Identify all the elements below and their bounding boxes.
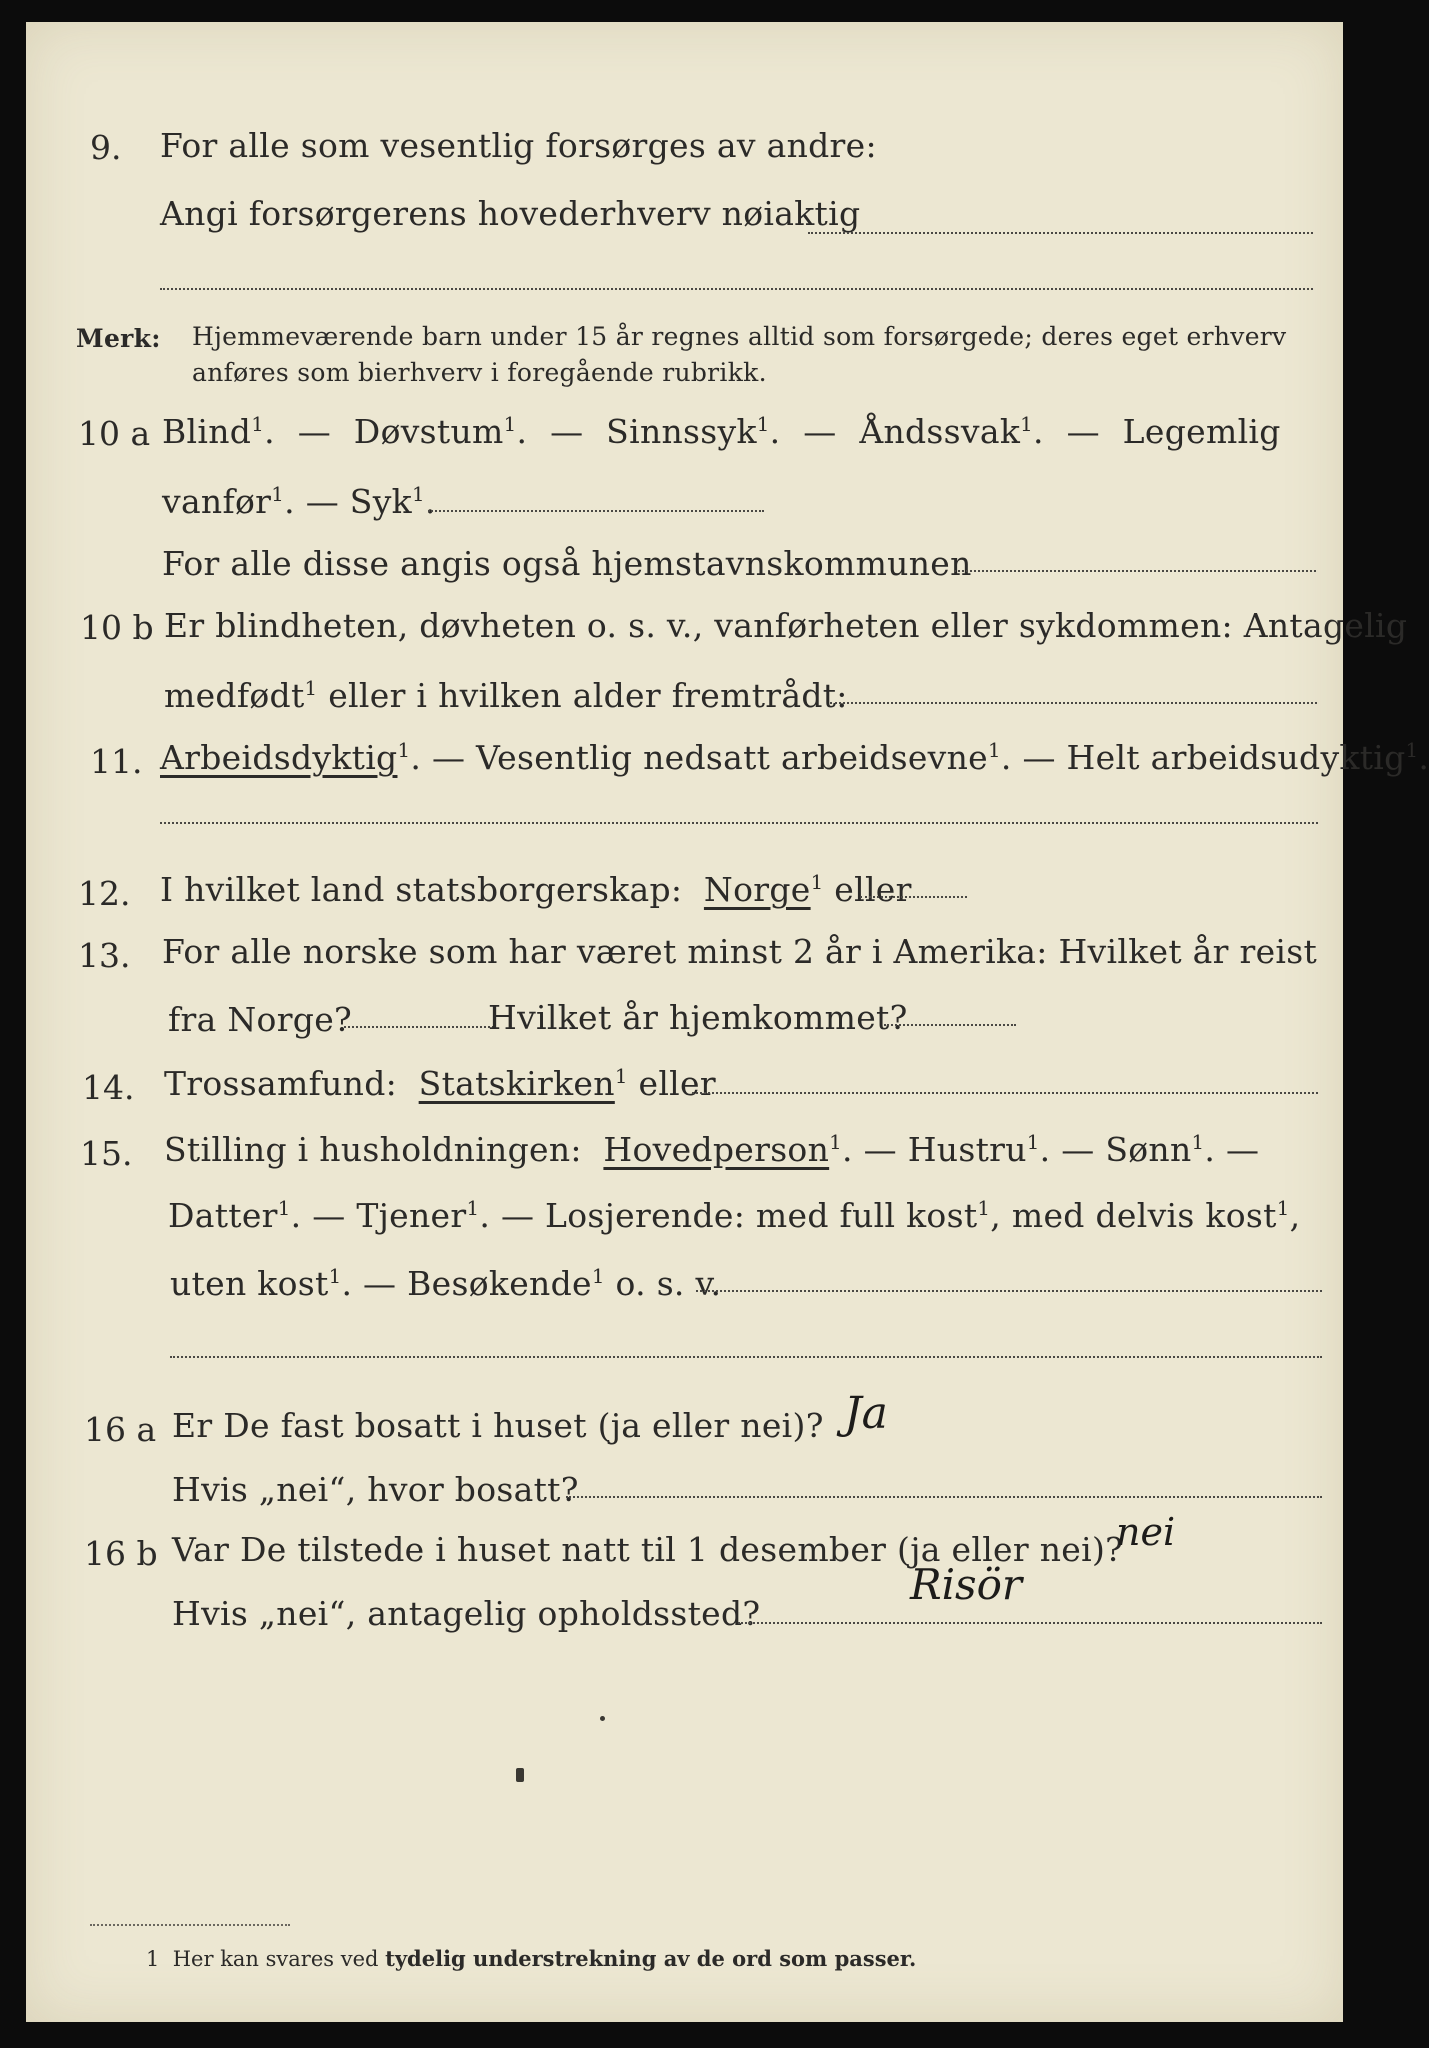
census-form-page (26, 22, 1429, 2022)
q16b-handwritten-place[interactable]: Risör (910, 1560, 1022, 1609)
q13-line1: For alle norske som har været minst 2 år i Amerika: Hvilket år reist (162, 932, 1318, 971)
q10a-answer-line-1[interactable] (428, 510, 764, 512)
q15-answer-line-2[interactable] (170, 1356, 1322, 1358)
q15-option-hovedperson[interactable]: Hovedperson (603, 1130, 830, 1169)
q15-line3: uten kost$^1$. — Besøkende$^1$ o. s. v. (170, 1264, 722, 1303)
merk-label: Merk: (76, 324, 161, 353)
q10a-number: 10 a (78, 414, 151, 453)
q13-line2b: Hvilket år hjemkommet? (488, 998, 908, 1037)
ink-mark (516, 1768, 524, 1782)
q9-answer-line-2[interactable] (160, 288, 1313, 290)
q13-answer-line-hjemkommet[interactable] (884, 1024, 1016, 1026)
q10a-line3: For alle disse angis også hjemstavnskommunen (162, 544, 972, 583)
q11-answer-line[interactable] (160, 822, 1318, 824)
q12-number: 12. (78, 874, 131, 913)
q10b-line2: medfødt$^1$ eller i hvilken alder fremtrådt: (164, 676, 848, 715)
q16b-line1: Var De tilstede i huset natt til 1 desember (ja eller nei)? (172, 1530, 1124, 1569)
footnote: 1 Her kan svares ved tydelig understrekning av de ord som passer. (146, 1946, 917, 1971)
q10a-answer-line-2[interactable] (954, 570, 1316, 572)
q16b-answer-line[interactable] (738, 1622, 1322, 1624)
q16a-number: 16 a (84, 1410, 157, 1449)
q14-answer-line[interactable] (692, 1092, 1318, 1094)
q11-number: 11. (90, 742, 143, 781)
merk-line2: anføres som bierhverv i foregående rubrikk. (192, 358, 767, 387)
q9-line1: For alle som vesentlig forsørges av andre: (160, 126, 877, 165)
q10b-number: 10 b (80, 608, 154, 647)
q14-option-statskirken[interactable]: Statskirken (418, 1064, 615, 1103)
q11-line: Arbeidsdyktig$^1$. — Vesentlig nedsatt arbeidsevne$^1$. — Helt arbeidsudyktig$^1$. (160, 738, 1429, 777)
q10b-answer-line[interactable] (830, 702, 1317, 704)
q16b-number: 16 b (84, 1534, 158, 1573)
footnote-rule (90, 1924, 290, 1926)
q12-answer-line[interactable] (860, 896, 967, 898)
ink-speck (600, 1716, 605, 1721)
q10b-line1: Er blindheten, døvheten o. s. v., vanførheten eller sykdommen: Antagelig (164, 606, 1408, 645)
q9-number: 9. (90, 128, 122, 167)
q12-option-norge[interactable]: Norge (703, 870, 811, 909)
q15-line2: Datter$^1$. — Tjener$^1$. — Losjerende: med full kost$^1$, med delvis kost$^1$, (168, 1196, 1301, 1235)
merk-line1: Hjemmeværende barn under 15 år regnes alltid som forsørgede; deres eget erhverv (192, 322, 1287, 351)
q15-line1: Stilling i husholdningen: Hovedperson$^1$. — Hustru$^1$. — Sønn$^1$. — (164, 1130, 1260, 1169)
q16b-line2: Hvis „nei“, antagelig opholdssted? (172, 1594, 761, 1633)
q16a-answer-line[interactable] (566, 1496, 1322, 1498)
q16a-line1: Er De fast bosatt i huset (ja eller nei)? (172, 1406, 824, 1445)
q14-number: 14. (82, 1068, 135, 1107)
q11-option-arbeidsdyktig[interactable]: Arbeidsdyktig (160, 738, 398, 777)
q13-answer-line-reist[interactable] (344, 1026, 494, 1028)
q16a-line2: Hvis „nei“, hvor bosatt? (172, 1470, 579, 1509)
q15-number: 15. (80, 1134, 133, 1173)
q13-line2a: fra Norge? (168, 1000, 353, 1039)
q14-line: Trossamfund: Statskirken$^1$ eller (164, 1064, 716, 1103)
q13-number: 13. (78, 936, 131, 975)
q15-answer-line-1[interactable] (696, 1290, 1322, 1292)
q10a-line2: vanfør$^1$. — Syk$^1$. (162, 482, 436, 521)
q12-line: I hvilket land statsborgerskap: Norge$^1$ eller (160, 870, 912, 909)
q9-answer-line-1[interactable] (808, 232, 1313, 234)
q16a-handwritten-answer[interactable]: Ja (844, 1388, 888, 1439)
q9-line2: Angi forsørgerens hovederhverv nøiaktig (160, 194, 861, 233)
q10a-line1: Blind$^1$. — Døvstum$^1$. — Sinnssyk$^1$. — Åndssvak$^1$. — Legemlig (162, 412, 1281, 451)
q16b-handwritten-answer[interactable]: nei (1116, 1510, 1176, 1554)
